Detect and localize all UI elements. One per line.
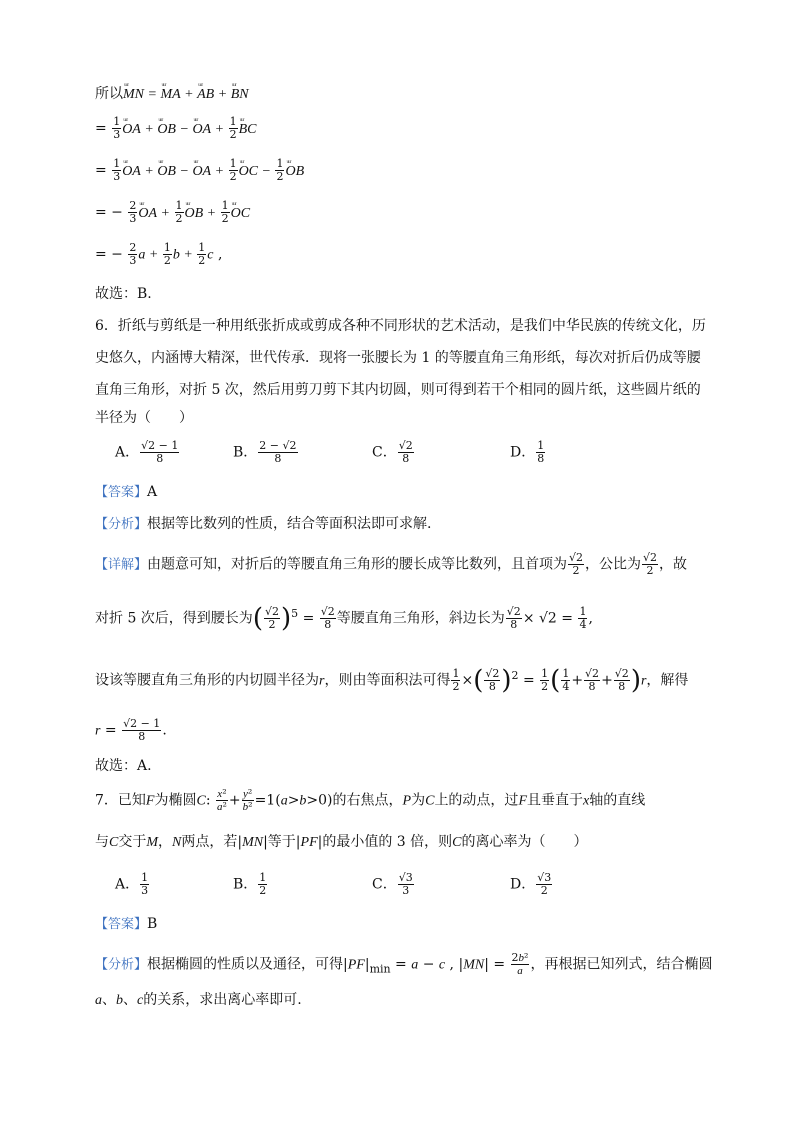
q7-stem-2a: 与 [95,834,109,850]
q6-option-d: D． $\frac{1}{8}$ [510,439,545,465]
q6-analysis-text: 根据等比数列的性质，结合等面积法即可求解. [147,516,432,532]
q7-option-d: D． $\frac{√3}{2}$ [510,871,552,897]
q6-analysis [95,514,431,535]
q7-analysis-1a: 根据椭圆的性质以及通径，可得 [147,956,344,973]
solution-line-2: = $\frac{1}{3}$ ᵘᵘʳ OA + ᵘᵘʳ OB − ᵘᵘʳ OA + $\frac{1}{2}$ ᵘᵘʳ BC [95,116,256,141]
q7-analysis-line-1: 【分析】根据椭圆的性质以及通径，可得$|PF|_{min} = a - c$ , |MN| = $\frac{\text{2b²}}{a}$ ，再根据已知列式，结合椭圆 [95,951,713,977]
q7-option-a-label: A． [115,876,140,893]
q7-option-c: C． $\frac{√3}{3}$ [372,871,413,897]
q6-option-d-label: D． [510,444,536,461]
q7-option-b-label: B． [233,876,258,893]
q6-option-c-label: C． [372,444,397,461]
q6-final: 故选：A. [95,758,152,774]
q6-option-a: A． $\frac{√2 - 1}{8}$ [115,439,179,465]
q7-stem-1a: 7．已知 [95,792,146,809]
q7-analysis-1b: ，再根据已知列式，结合椭圆 [530,956,713,973]
q7-stem-1e: 上的动点，过 [434,792,519,809]
q7-stem-2b: 交于 [118,834,147,850]
q7-answer-tag: 【答案】 [95,917,148,932]
q7-stem-2d: 等于 [267,834,296,850]
q7-analysis-line-2: a、b、c的关系，求出离心率即可. [95,992,302,1008]
q7-stem-1d: 为 [411,792,426,809]
solution-line-4: = − $\frac{2}{3}$ ᵘᵘʳ OA + $\frac{1}{2}$ ᵘᵘʳ OB + $\frac{1}{2}$ ᵘᵘʳ OC [95,200,250,225]
q6-option-b-label: B． [233,444,258,461]
solution-intro: 所以 [95,86,123,102]
q6-answer-tag: 【答案】 [95,485,148,500]
q7-analysis-tag: 【分析】 [95,957,148,973]
q6-detail-text-1b: ，公比为 [585,556,642,573]
q6-analysis-tag: 【分析】 [95,517,148,532]
q7-option-d-label: D． [510,876,536,893]
q6-detail-text-3b: ，则由等面积法可得 [324,672,451,689]
q7-option-a: A． $\frac{1}{3}$ [115,871,149,897]
q7-stem-1g: 轴的直线 [589,792,646,809]
q6-stem-line-4: 半径为（ ） [95,410,193,426]
solution-line-1: 所以ᵘᵘʳ MN = ᵘᵘʳ MA + ᵘᵘʳ AB + ᵘᵘʳ BN [95,84,249,105]
q6-detail-tag: 【详解】 [95,557,148,573]
q6-detail-line-4: r = $\frac{√2 - 1}{8}$ . [95,717,167,743]
q6-detail-line-1: 【详解】由题意可知，对折后的等腰直角三角形的腰长成等比数列，且首项为 $\frac{√2}{2}$ ，公比为 $\frac{√2}{2}$ ，故 [95,551,688,577]
q6-detail-text-3c: ，解得 [646,672,689,689]
q6-answer [95,482,157,503]
q6-detail-text-1a: 由题意可知，对折后的等腰直角三角形的腰长成等比数列，且首项为 [147,556,568,573]
solution-answer: 故选：B. [95,286,152,302]
q6-detail-text-2a: 对折 5 次后，得到腰长为 [95,610,253,627]
q7-stem-1f: 且垂直于 [527,792,583,809]
q7-stem-line-1: 7．已知F为椭圆C: $\frac{\text{x²}}{\text{a²}}$ + $\frac{\text{y²}}{\text{b²}}$ =1(a>b>0)的右焦点，P为C上的动点，过F且垂直于x轴的直线 [95,787,646,813]
q6-stem-line-1: 6．折纸与剪纸是一种用纸张折成或剪成各种不同形状的艺术活动，是我们中华民族的传统文化，历 [95,318,706,334]
q7-stem-1c: 的右焦点， [332,792,403,809]
solution-line-5: = − $\frac{2}{3}$ a + $\frac{1}{2}$ b + $\frac{1}{2}$ c , [95,241,223,267]
solution-line-3: = $\frac{1}{3}$ ᵘᵘʳ OA + ᵘᵘʳ OB − ᵘᵘʳ OA + $\frac{1}{2}$ ᵘᵘʳ OC − $\frac{1}{2}$ ᵘᵘʳ OB [95,158,304,183]
q6-option-a-label: A． [115,444,140,461]
q6-option-c: C． $\frac{√2}{8}$ [372,439,413,465]
q7-stem-line-2: 与C交于M，N两点，若|MN|等于|PF|的最小值的 3 倍，则C的离心率为（ ） [95,834,588,850]
q7-option-b: B． $\frac{1}{2}$ [233,871,267,897]
q7-answer-value: B [147,916,158,932]
q7-stem-2e: 的最小值的 3 倍，则 [322,834,453,850]
q7-stem-2f: 的离心率为（ ） [461,834,588,850]
q6-detail-line-3: 设该等腰直角三角形的内切圆半径为r，则由等面积法可得 $\frac{1}{2}$ ×( $\frac{√2}{8}$ )$^2$ = $\frac{1}{2}$ ( $\frac{1}{4}$ + $\frac{√2}{8}$ + $\frac{√2}{8}$ )r，解得 [95,665,689,696]
q7-stem-1b: 为椭圆 [154,792,197,809]
q6-stem-line-2: 史悠久，内涵博大精深，世代传承．现将一张腰长为 1 的等腰直角三角形纸，每次对折后仍成等腰 [95,350,701,366]
q6-option-b: B． $\frac{2 - √2}{8}$ [233,439,297,465]
q7-stem-2c: 两点，若 [181,834,238,850]
q6-detail-text-1c: ，故 [659,556,688,573]
q6-detail-text-2b: 等腰直角三角形，斜边长为 [336,610,505,627]
q6-answer-value: A [147,484,158,500]
q6-stem-line-3: 直角三角形，对折 5 次，然后用剪刀剪下其内切圆，则可得到若干个相同的圆片纸，这些圆片纸的 [95,382,701,398]
q7-analysis-2: 的关系，求出离心率即可. [143,992,302,1008]
q7-option-c-label: C． [372,876,397,893]
q6-detail-text-3a: 设该等腰直角三角形的内切圆半径为 [95,672,319,689]
q7-answer [95,914,157,935]
q6-detail-line-2: 对折 5 次后，得到腰长为( $\frac{√2}{2}$ )$^5$ = $\frac{√2}{8}$ 等腰直角三角形，斜边长为 $\frac{√2}{8}$ × √2 = $\frac{1}{4}$ , [95,603,593,634]
